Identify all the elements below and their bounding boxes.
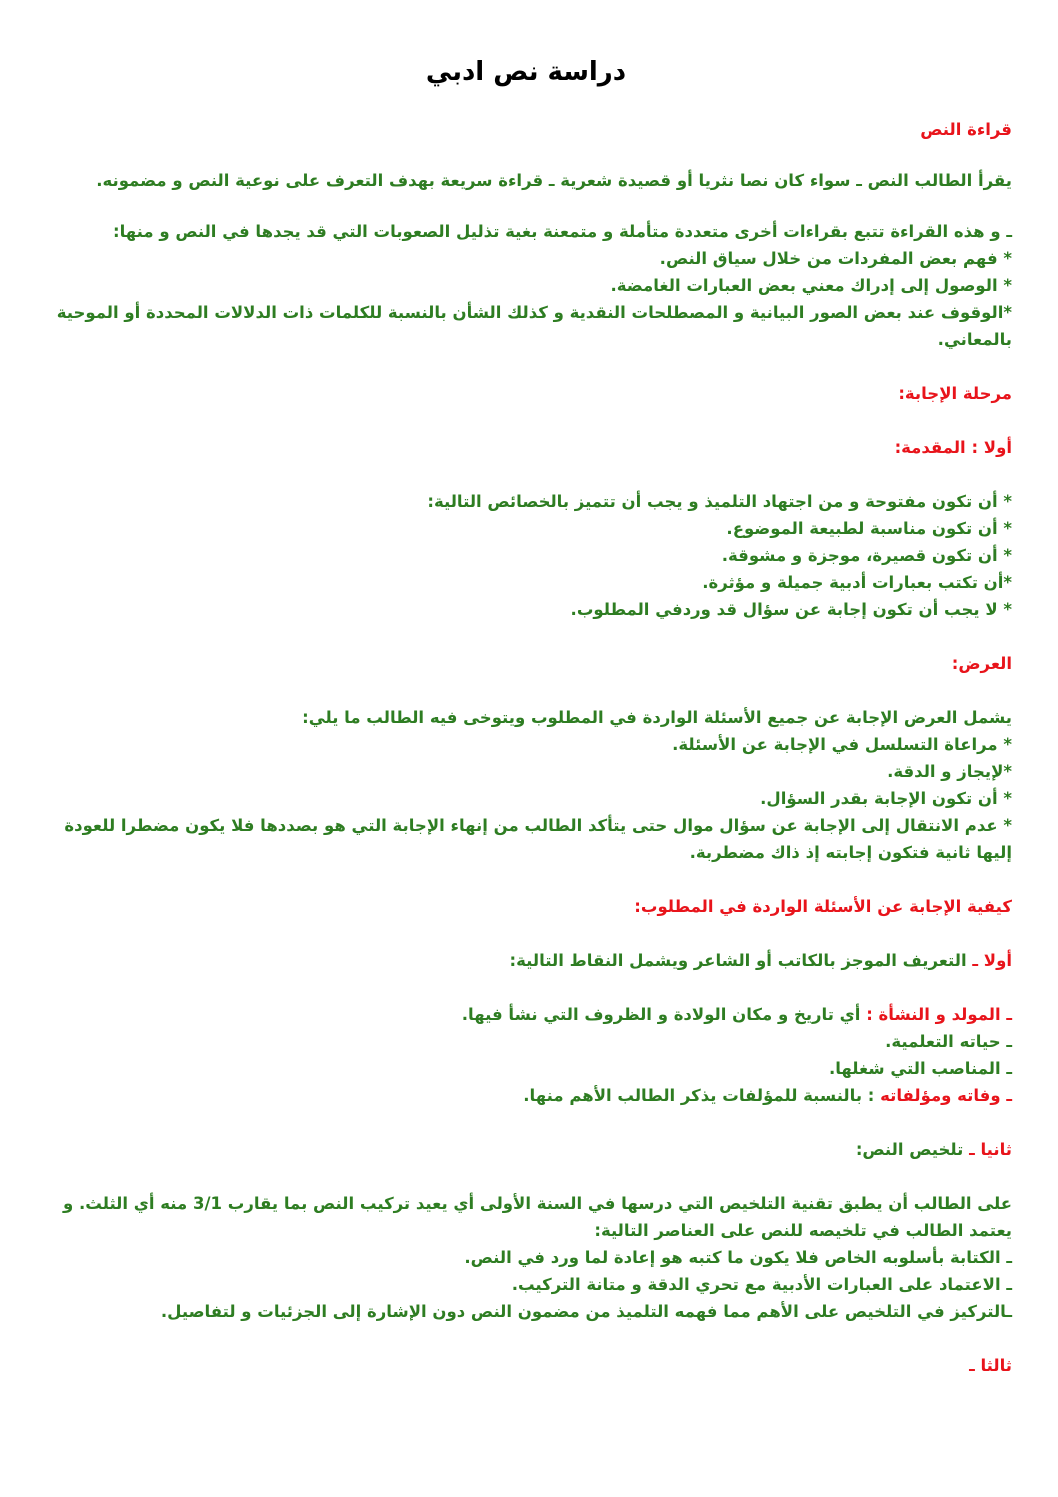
- second-point: [40, 1136, 1012, 1163]
- body-item: * أن تكون الإجابة بقدر السؤال.: [760, 789, 1012, 808]
- first-item-label: ـ وفاته ومؤلفاته: [880, 1086, 1012, 1105]
- reading-item: *الوقوف عند بعض الصور البيانية و المصطلحات النقدية و كذلك الشأن بالنسبة للكلمات ذات الدلالات المحددة أو الموحية بالمعاني.: [56, 303, 1012, 349]
- first-item-text: أي تاريخ و مكان الولادة و الظروف التي نشأ فيها.: [461, 1005, 867, 1024]
- reading-paragraph-1: يقرأ الطالب النص ـ سواء كان نصا نثريا أو قصيدة شعرية ـ قراءة سريعة بهدف التعرف على نوعية النص و مضمونه.: [96, 171, 1012, 190]
- first-item-text: ـ المناصب التي شغلها.: [828, 1059, 1012, 1078]
- first-item-label: ـ المولد و النشأة :: [866, 1005, 1012, 1024]
- first-point: [40, 947, 1012, 974]
- second-item: ـ الكتابة بأسلوبه الخاص فلا يكون ما كتبه هو إعادة لما ورد في النص.: [464, 1248, 1012, 1267]
- intro-heading: أولا : المقدمة:: [894, 438, 1012, 457]
- first-text: التعريف الموجز بالكاتب أو الشاعر ويشمل النقاط التالية:: [509, 951, 973, 970]
- first-item-text: ـ حياته التعلمية.: [885, 1032, 1012, 1051]
- first-label: أولا ـ: [972, 951, 1012, 970]
- document-page: [40, 52, 1012, 1379]
- third-label: ثالثا ـ: [969, 1356, 1012, 1375]
- second-text: تلخيص النص:: [855, 1140, 970, 1159]
- body-item: * عدم الانتقال إلى الإجابة عن سؤال موال حتى يتأكد الطالب من إنهاء الإجابة التي هو بصددها فلا يكون مضطرا للعودة إليها ثانية فتكون إجابته إذ ذاك مضطربة.: [64, 816, 1012, 862]
- intro-item: * لا يجب أن تكون إجابة عن سؤال قد وردفي المطلوب.: [570, 600, 1012, 619]
- intro-item: * أن تكون مفتوحة و من اجتهاد التلميذ و يجب أن تتميز بالخصائص التالية:: [427, 492, 1012, 511]
- second-paragraph: على الطالب أن يطبق تقنية التلخيص التي درسها في السنة الأولى أي يعيد تركيب النص بما يقارب 3/1 منه أي الثلث. و يعتمد الطالب في تلخيصه للنص على العناصر التالية:: [62, 1194, 1012, 1240]
- intro-item: * أن تكون قصيرة، موجزة و مشوقة.: [721, 546, 1012, 565]
- how-to-heading: كيفية الإجابة عن الأسئلة الواردة في المطلوب:: [634, 897, 1012, 916]
- reading-paragraph-2: ـ و هذه القراءة تتبع بقراءات أخرى متعددة متأملة و متمعنة بغية تذليل الصعوبات التي قد يجدها في النص و منها:: [112, 222, 1012, 241]
- body-item: يشمل العرض الإجابة عن جميع الأسئلة الواردة في المطلوب ويتوخى فيه الطالب ما يلي:: [302, 708, 1012, 727]
- reading-item: * فهم بعض المفردات من خلال سياق النص.: [659, 249, 1012, 268]
- first-item: [40, 1001, 1012, 1028]
- intro-item: * أن تكون مناسبة لطبيعة الموضوع.: [726, 519, 1012, 538]
- body-item: *لإيجاز و الدقة.: [887, 762, 1012, 781]
- second-label: ثانيا ـ: [969, 1140, 1012, 1159]
- body-heading: العرض:: [951, 654, 1012, 673]
- body-item: * مراعاة التسلسل في الإجابة عن الأسئلة.: [672, 735, 1012, 754]
- second-item: ـالتركيز في التلخيص على الأهم مما فهمه التلميذ من مضمون النص دون الإشارة إلى الجزئيات و لتفاصيل.: [160, 1302, 1012, 1321]
- reading-heading: قراءة النص: [920, 120, 1012, 139]
- answer-stage-heading: مرحلة الإجابة:: [898, 384, 1012, 403]
- page-title: دراسة نص ادبي: [425, 57, 627, 87]
- first-item: [40, 1028, 1012, 1055]
- first-item: [40, 1082, 1012, 1109]
- second-item: ـ الاعتماد على العبارات الأدبية مع تحري الدقة و متانة التركيب.: [511, 1275, 1012, 1294]
- first-item: [40, 1055, 1012, 1082]
- intro-item: *أن تكتب بعبارات أدبية جميلة و مؤثرة.: [702, 573, 1012, 592]
- first-item-text: : بالنسبة للمؤلفات يذكر الطالب الأهم منها.: [523, 1086, 881, 1105]
- reading-item: * الوصول إلى إدراك معني بعض العبارات الغامضة.: [610, 276, 1012, 295]
